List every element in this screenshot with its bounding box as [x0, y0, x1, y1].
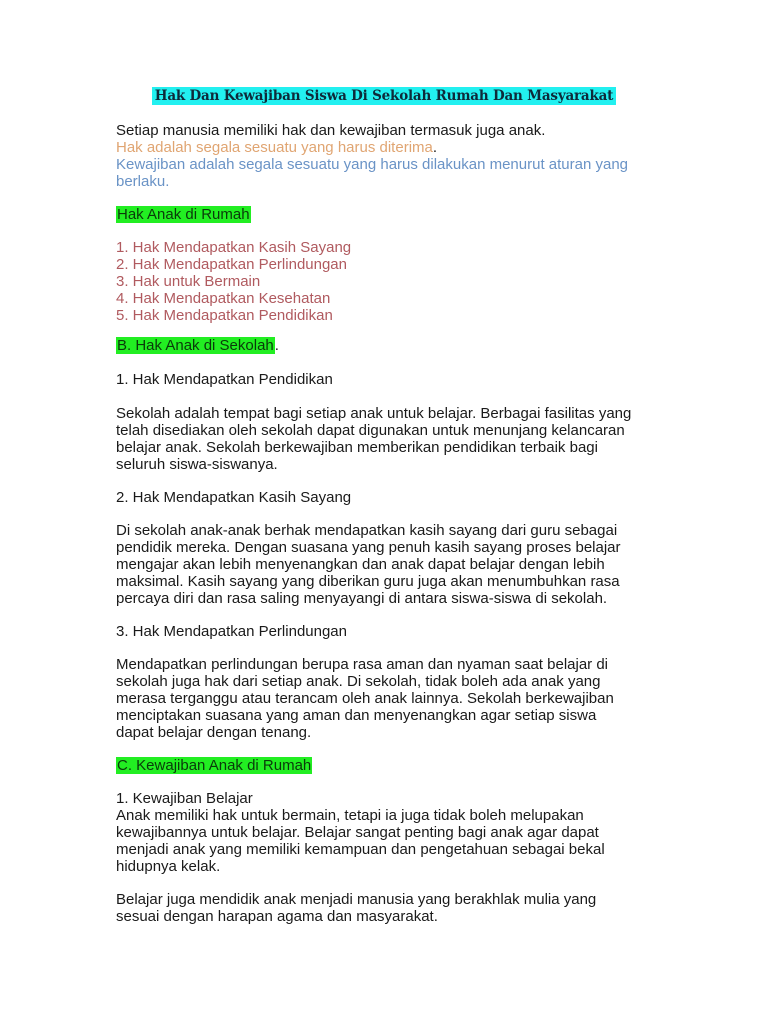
subsection-title: 1. Hak Mendapatkan Pendidikan	[116, 371, 333, 388]
paragraph-line: Di sekolah anak-anak berhak mendapatkan kasih sayang dari guru sebagai	[116, 522, 618, 539]
subsection-title: 2. Hak Mendapatkan Kasih Sayang	[116, 489, 352, 506]
paragraph-line: merasa terganggu atau terancam oleh anak lainnya. Sekolah berkewajiban	[116, 690, 614, 707]
paragraph-line: Mendapatkan perlindungan berupa rasa aman dan nyaman saat belajar di	[116, 656, 609, 673]
paragraph-line: hidupnya kelak.	[116, 858, 221, 875]
section-c-heading-text: C. Kewajiban Anak di Rumah	[117, 757, 312, 774]
subsection-title: 1. Kewajiban Belajar	[116, 790, 253, 807]
paragraph-line: menjadi anak yang memiliki kemampuan dan pengetahuan sebagai bekal	[116, 841, 605, 858]
paragraph-line: Anak memiliki hak untuk bermain, tetapi ia juga tidak boleh melupakan	[116, 807, 584, 824]
paragraph-line: Belajar juga mendidik anak menjadi manusia yang berakhlak mulia yang	[116, 891, 597, 908]
hak-definition-text: Hak adalah segala sesuatu yang harus diterima	[116, 139, 433, 156]
title-container	[0, 87, 768, 104]
intro-line: Setiap manusia memiliki hak dan kewajiban termasuk juga anak.	[116, 122, 546, 139]
kewajiban-definition-line2: berlaku.	[116, 173, 170, 190]
paragraph-line: pendidik mereka. Dengan suasana yang penuh kasih sayang proses belajar	[116, 539, 621, 556]
hak-definition-period: .	[432, 139, 438, 156]
section-a-heading-text: Hak Anak di Rumah	[117, 206, 250, 223]
list-item: 3. Hak untuk Bermain	[116, 273, 261, 290]
paragraph-line: sekolah juga hak dari setiap anak. Di sekolah, tidak boleh ada anak yang	[116, 673, 601, 690]
document-title: Hak Dan Kewajiban Siswa Di Sekolah Rumah Dan Masyarakat	[152, 87, 616, 105]
paragraph-line: belajar anak. Sekolah berkewajiban memberikan pendidikan terbaik bagi	[116, 439, 598, 456]
paragraph-line: Sekolah adalah tempat bagi setiap anak untuk belajar. Berbagai fasilitas yang	[116, 405, 632, 422]
paragraph-line: maksimal. Kasih sayang yang diberikan guru juga akan menumbuhkan rasa	[116, 573, 620, 590]
paragraph-line: mengajar akan lebih menyenangkan dan anak dapat belajar dengan lebih	[116, 556, 605, 573]
section-a-heading	[116, 206, 251, 223]
paragraph-line: dapat belajar dengan tenang.	[116, 724, 312, 741]
paragraph-line: telah disediakan oleh sekolah dapat digunakan untuk menunjang kelancaran	[116, 422, 625, 439]
paragraph-line: kewajibannya untuk belajar. Belajar sangat penting bagi anak agar dapat	[116, 824, 599, 841]
paragraph-line: menciptakan suasana yang aman dan menyenangkan agar setiap siswa	[116, 707, 597, 724]
paragraph-line: percaya diri dan rasa saling menyayangi di antara siswa-siswa di sekolah.	[116, 590, 608, 607]
section-b-heading-text: B. Hak Anak di Sekolah	[117, 337, 274, 354]
paragraph-line: seluruh siswa-siswanya.	[116, 456, 278, 473]
section-b-heading	[116, 337, 279, 354]
section-c-heading	[116, 757, 312, 774]
list-item: 2. Hak Mendapatkan Perlindungan	[116, 256, 347, 273]
kewajiban-definition-line1: Kewajiban adalah segala sesuatu yang harus dilakukan menurut aturan yang	[116, 156, 629, 173]
paragraph-line: sesuai dengan harapan agama dan masyarakat.	[116, 908, 438, 925]
list-item: 4. Hak Mendapatkan Kesehatan	[116, 290, 331, 307]
section-b-heading-period: .	[274, 337, 279, 354]
list-item: 1. Hak Mendapatkan Kasih Sayang	[116, 239, 352, 256]
hak-definition	[116, 139, 437, 156]
list-item: 5. Hak Mendapatkan Pendidikan	[116, 307, 333, 324]
subsection-title: 3. Hak Mendapatkan Perlindungan	[116, 623, 347, 640]
